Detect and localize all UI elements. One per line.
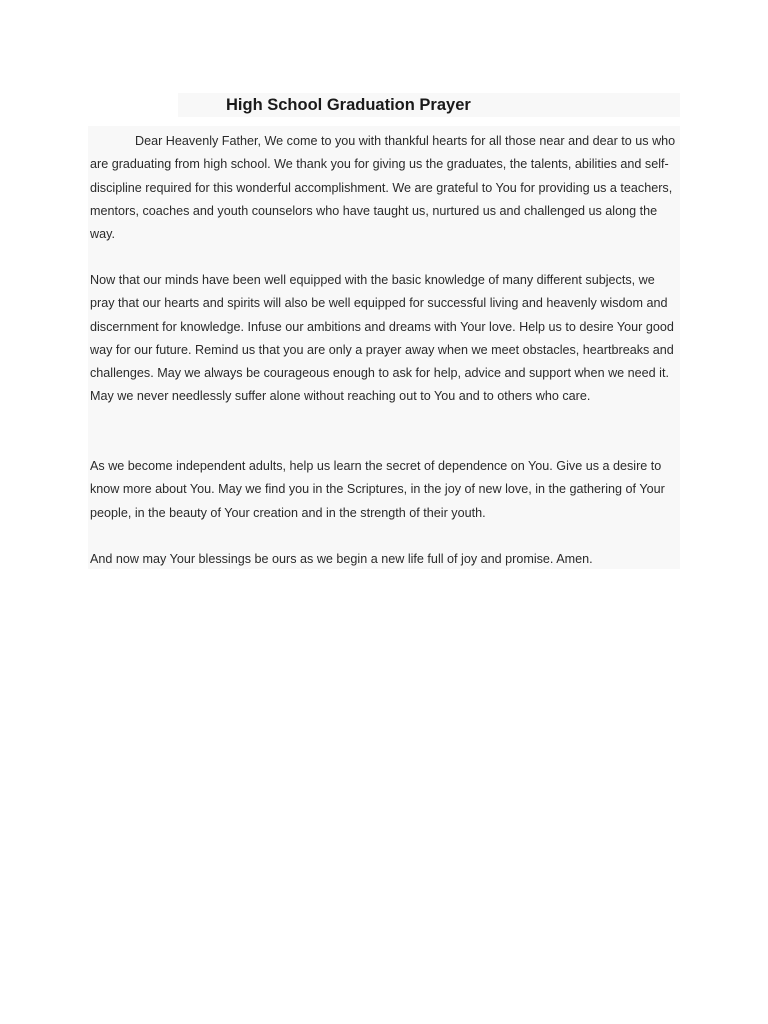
paragraph-1: Dear Heavenly Father, We come to you with thankful hearts for all those near and dear to us who are graduating from high school. We thank you for giving us the graduates, the talents, abilities and self-discipline required for this wonderful accomplishment. We are grateful to You for providing us a teachers, mentors, coaches and youth counselors who have taught us, nurtured us and challenged us along the way.	[90, 134, 676, 242]
prayer-body	[88, 126, 680, 569]
paragraph-3: As we become independent adults, help us learn the secret of dependence on You. Give us a desire to know more about You. May we find you in the Scriptures, in the joy of new love, in the gathering of Your people, in the beauty of Your creation and in the strength of their youth.	[90, 459, 665, 520]
paragraph-2: Now that our minds have been well equipped with the basic knowledge of many different subjects, we pray that our hearts and spirits will also be well equipped for successful living and heavenly wisdom and discernment for knowledge. Infuse our ambitions and dreams with Your love. Help us to desire Your good way for our future. Remind us that you are only a prayer away when we meet obstacles, heartbreaks and challenges. May we always be courageous enough to ask for help, advice and support when we need it. May we never needlessly suffer alone without reaching out to You and to others who care.	[90, 273, 674, 404]
paragraph-4: And now may Your blessings be ours as we begin a new life full of joy and promise. Amen.	[90, 552, 593, 566]
title-bar	[178, 93, 680, 117]
document-title: High School Graduation Prayer	[226, 96, 471, 114]
